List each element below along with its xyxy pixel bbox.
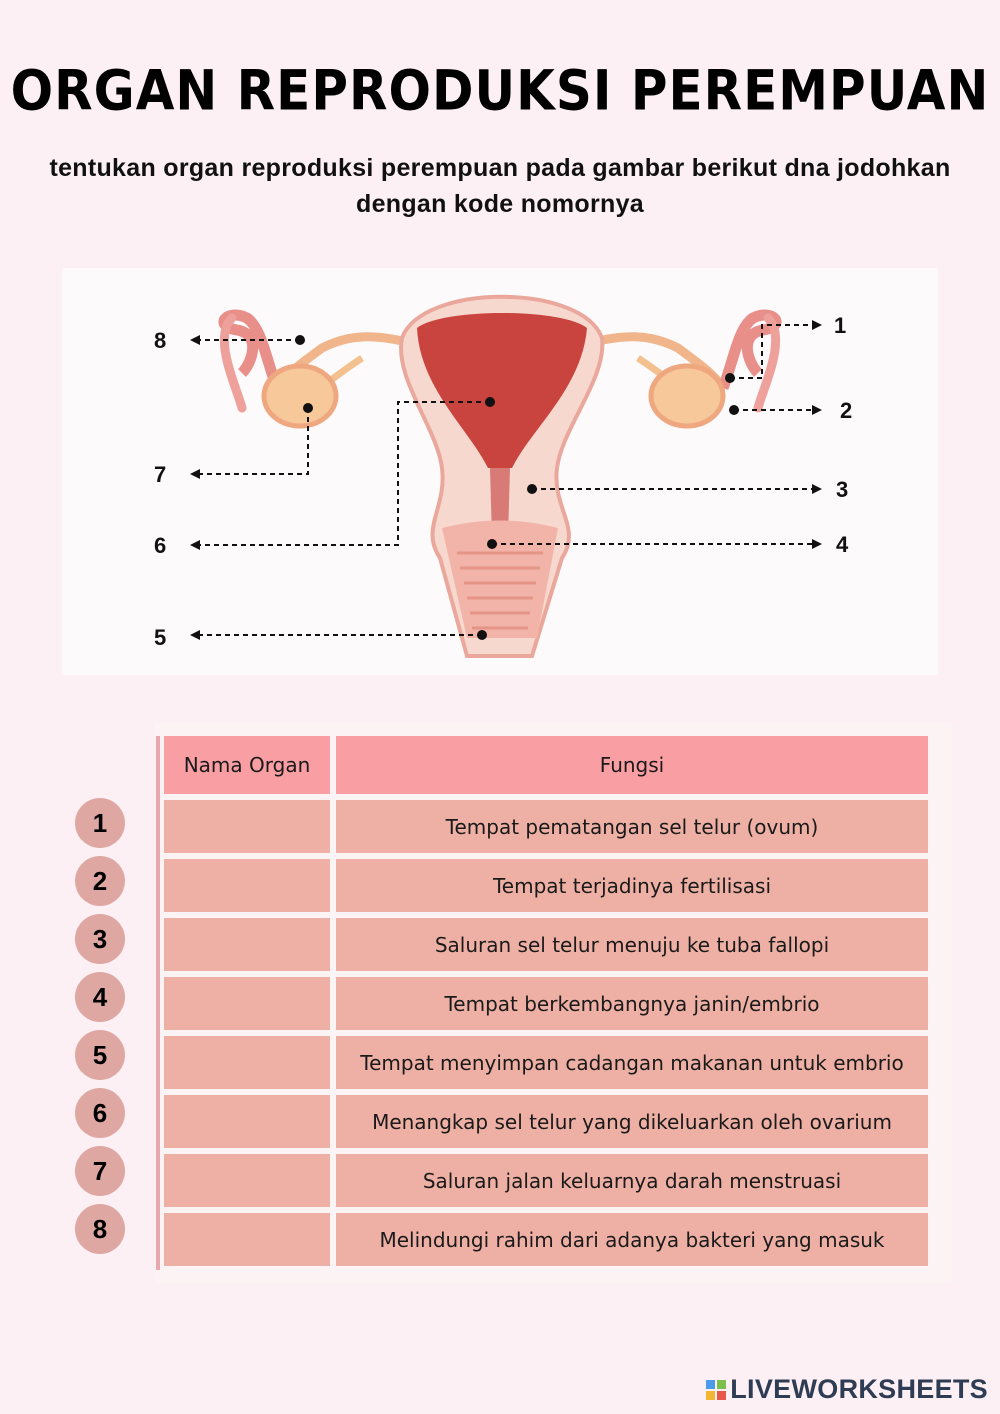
row-number-badge: 3 (75, 914, 125, 964)
right-ovary (651, 366, 723, 426)
answer-cell-5[interactable] (164, 1036, 330, 1089)
liveworksheets-watermark (706, 1374, 988, 1405)
diagram-label-7: 7 (154, 462, 167, 487)
function-cell-1: Tempat pematangan sel telur (ovum) (336, 800, 928, 853)
answer-cell-6[interactable] (164, 1095, 330, 1148)
row-number-badge: 2 (75, 856, 125, 906)
page-title: ORGAN REPRODUKSI PEREMPUAN (10, 59, 990, 123)
function-cell-4: Tempat berkembangnya janin/embrio (336, 977, 928, 1030)
answer-cell-2[interactable] (164, 859, 330, 912)
function-cell-6: Menangkap sel telur yang dikeluarkan oleh ovarium (336, 1095, 928, 1148)
answer-cell-1[interactable] (164, 800, 330, 853)
row-number-badge: 5 (75, 1030, 125, 1080)
answer-cell-3[interactable] (164, 918, 330, 971)
diagram-label-1: 1 (834, 313, 847, 338)
diagram-label-8: 8 (154, 328, 167, 353)
left-ovary (264, 366, 336, 426)
function-cell-5: Tempat menyimpan cadangan makanan untuk embrio (336, 1036, 928, 1089)
row-number-badge: 1 (75, 798, 125, 848)
answer-cell-8[interactable] (164, 1213, 330, 1266)
liveworksheets-logo-icon (706, 1380, 726, 1400)
diagram-label-4: 4 (836, 532, 849, 557)
diagram-label-5: 5 (154, 625, 167, 650)
row-number-badge: 7 (75, 1146, 125, 1196)
reproductive-organ-diagram (62, 268, 938, 675)
diagram-label-6: 6 (154, 533, 167, 558)
watermark-text: LIVEWORKSHEETS (730, 1374, 988, 1404)
diagram-label-3: 3 (836, 477, 849, 502)
header-nama-organ: Nama Organ (164, 736, 330, 794)
header-fungsi: Fungsi (336, 736, 928, 794)
row-number-badge: 6 (75, 1088, 125, 1138)
diagram-label-2: 2 (840, 398, 853, 423)
function-cell-3: Saluran sel telur menuju ke tuba fallopi (336, 918, 928, 971)
answer-cell-4[interactable] (164, 977, 330, 1030)
function-cell-7: Saluran jalan keluarnya darah menstruasi (336, 1154, 928, 1207)
table-left-border (156, 736, 160, 1270)
row-number-badge: 4 (75, 972, 125, 1022)
function-cell-8: Melindungi rahim dari adanya bakteri yang masuk (336, 1213, 928, 1266)
row-number-badge: 8 (75, 1204, 125, 1254)
uterus-illustration (62, 268, 938, 675)
function-cell-2: Tempat terjadinya fertilisasi (336, 859, 928, 912)
answer-cell-7[interactable] (164, 1154, 330, 1207)
instruction-text: tentukan organ reproduksi perempuan pada gambar berikut dna jodohkan dengan kode nomornya (49, 154, 951, 218)
